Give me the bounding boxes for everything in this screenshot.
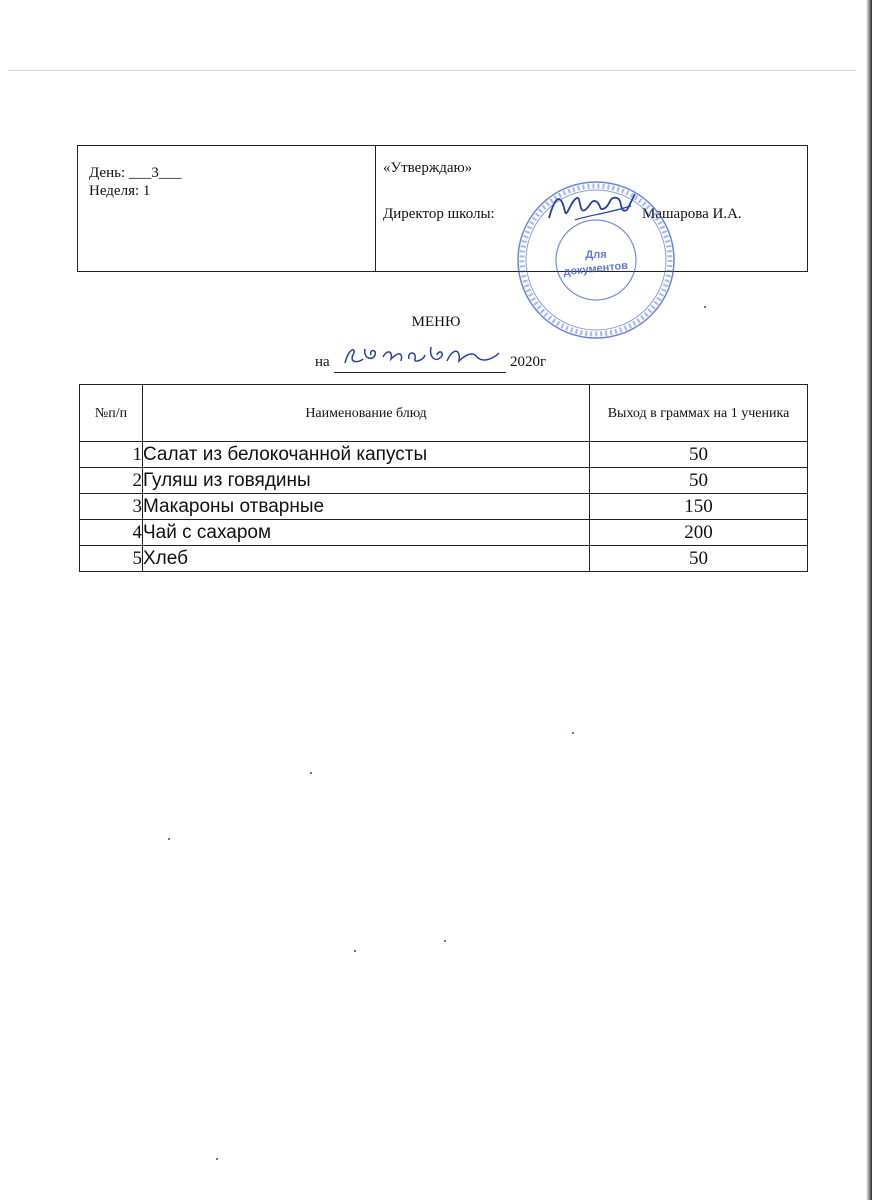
- scan-speck: [444, 940, 446, 942]
- row-grams: 50: [590, 468, 808, 494]
- row-grams: 200: [590, 520, 808, 546]
- table-row: [80, 494, 808, 520]
- scan-artifact-line: [8, 70, 856, 71]
- row-dish: Салат из белокочанной капусты: [143, 442, 590, 468]
- scan-edge-shadow: [866, 0, 872, 1200]
- table-row: [80, 468, 808, 494]
- handwritten-date-icon: [343, 341, 503, 371]
- table-row: [80, 520, 808, 546]
- day-label: День: ___3___: [89, 165, 182, 181]
- scan-speck: [354, 950, 356, 952]
- col-dish-header: Наименование блюд: [143, 385, 590, 442]
- header-left-cell: [78, 146, 376, 271]
- date-underline: [334, 372, 506, 373]
- row-number: 3: [80, 494, 143, 520]
- menu-table: [79, 384, 808, 572]
- row-number: 2: [80, 468, 143, 494]
- scan-speck: [310, 772, 312, 774]
- director-label: Директор школы:: [383, 206, 495, 222]
- scan-speck: [168, 838, 170, 840]
- scan-speck: [216, 1158, 218, 1160]
- page-title: МЕНЮ: [411, 314, 461, 330]
- week-label: Неделя: 1: [89, 183, 151, 199]
- row-dish: Чай с сахаром: [143, 520, 590, 546]
- scan-speck: [572, 732, 574, 734]
- row-grams: 150: [590, 494, 808, 520]
- table-row: [80, 546, 808, 572]
- director-name: Машарова И.А.: [642, 206, 742, 222]
- table-header-row: [80, 385, 808, 442]
- row-number: 4: [80, 520, 143, 546]
- row-dish: Макароны отварные: [143, 494, 590, 520]
- scan-speck: [704, 306, 706, 308]
- table-row: [80, 442, 808, 468]
- row-dish: Гуляш из говядины: [143, 468, 590, 494]
- col-number-header: №п/п: [80, 385, 143, 442]
- approve-label: «Утверждаю»: [383, 160, 473, 176]
- row-number: 1: [80, 442, 143, 468]
- row-grams: 50: [590, 546, 808, 572]
- header-box: [77, 145, 808, 272]
- date-prefix: на: [315, 354, 330, 370]
- date-year: 2020г: [510, 354, 547, 370]
- row-number: 5: [80, 546, 143, 572]
- col-grams-header: Выход в граммах на 1 ученика: [590, 385, 808, 442]
- svg-text:Для: Для: [585, 249, 607, 261]
- row-dish: Хлеб: [143, 546, 590, 572]
- row-grams: 50: [590, 442, 808, 468]
- svg-text:документов: документов: [562, 259, 629, 279]
